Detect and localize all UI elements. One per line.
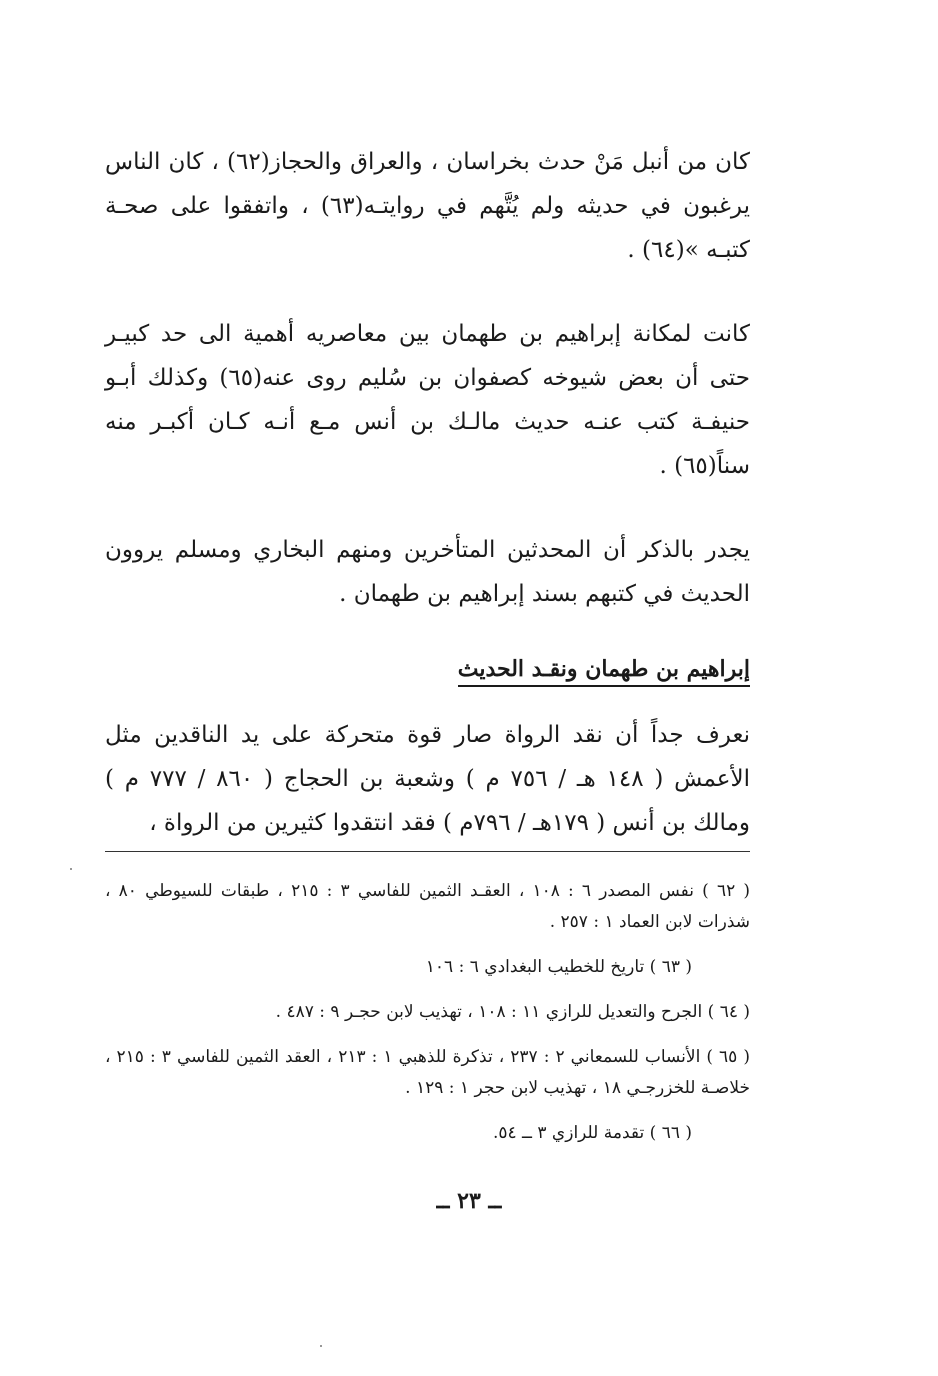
footnote-62: ( ٦٢ ) نفس المصدر ٦ : ١٠٨ ، العقـد الثمين للفاسي ٣ : ٢١٥ ، طبقات للسيوطي ٨٠ ، شذرات لابن العماد ١ : ٢٥٧ . <box>105 881 750 932</box>
paragraph-4: نعرف جداً أن نقد الرواة صار قوة متحركة على يد الناقدين مثل الأعمش ( ١٤٨ هـ / ٧٥٦ م ) وشعبة بن الحجاج ( ٨٦٠ / ٧٧٧ م ) ومالك بن أنس ( ١٧٩هـ / ٧٩٦م ) فقد انتقدوا كثيرين من الرواة ، <box>105 722 750 836</box>
footnote-63: ( ٦٣ ) تاريخ للخطيب البغدادي ٦ : ١٠٦ <box>425 957 692 977</box>
footnote-64: ( ٦٤ ) الجرح والتعديل للرازي ١١ : ١٠٨ ، تهذيب لابن حجـر ٩ : ٤٨٧ . <box>275 1002 750 1022</box>
footnote-65: ( ٦٥ ) الأنساب للسمعاني ٢ : ٢٣٧ ، تذكرة للذهبي ١ : ٢١٣ ، العقد الثمين للفاسي ٣ : ٢١٥ ، خلاصـة للخزرجـي ١٨ ، تهذيب لابن حجر ١ : ١٢٩ . <box>105 1047 750 1098</box>
section-heading-wrap <box>105 656 750 687</box>
page-body <box>105 140 750 1163</box>
footnote-divider <box>105 851 750 852</box>
footnote-66: ( ٦٦ ) تقدمة للرازي ٣ ــ ٥٤. <box>492 1123 692 1143</box>
scan-speck <box>70 868 72 870</box>
section-heading: إبراهيم بن طهمان ونقـد الحديث <box>458 656 750 687</box>
paragraph-2: كانت لمكانة إبراهيم بن طهمان بين معاصريه أهمية الى حد كبيـر حتى أن بعض شيوخه كصفوان بن سُليم روى عنه(٦٥) وكذلك أبـو حنيفـة كتب عنـه حديث مالـك بن أنس مـع أنـه كـان أكبـر منه سناً(٦٥) . <box>105 321 750 479</box>
paragraph-1: كان من أنبل مَنْ حدث بخراسان ، والعراق والحجاز(٦٢) ، كان الناس يرغبون في حديثه ولم يُتَّهم في روايتـه(٦٣) ، واتفقوا على صحـة كتبـه »(٦٤) . <box>105 149 750 263</box>
scan-speck <box>320 1345 322 1347</box>
page-number: ــ ٢٣ ــ <box>436 1188 502 1214</box>
footnotes <box>105 876 750 1149</box>
paragraph-3: يجدر بالذكر أن المحدثين المتأخرين ومنهم البخاري ومسلم يروون الحديث في كتبهم بسند إبراهيم بن طهمان . <box>105 537 750 607</box>
